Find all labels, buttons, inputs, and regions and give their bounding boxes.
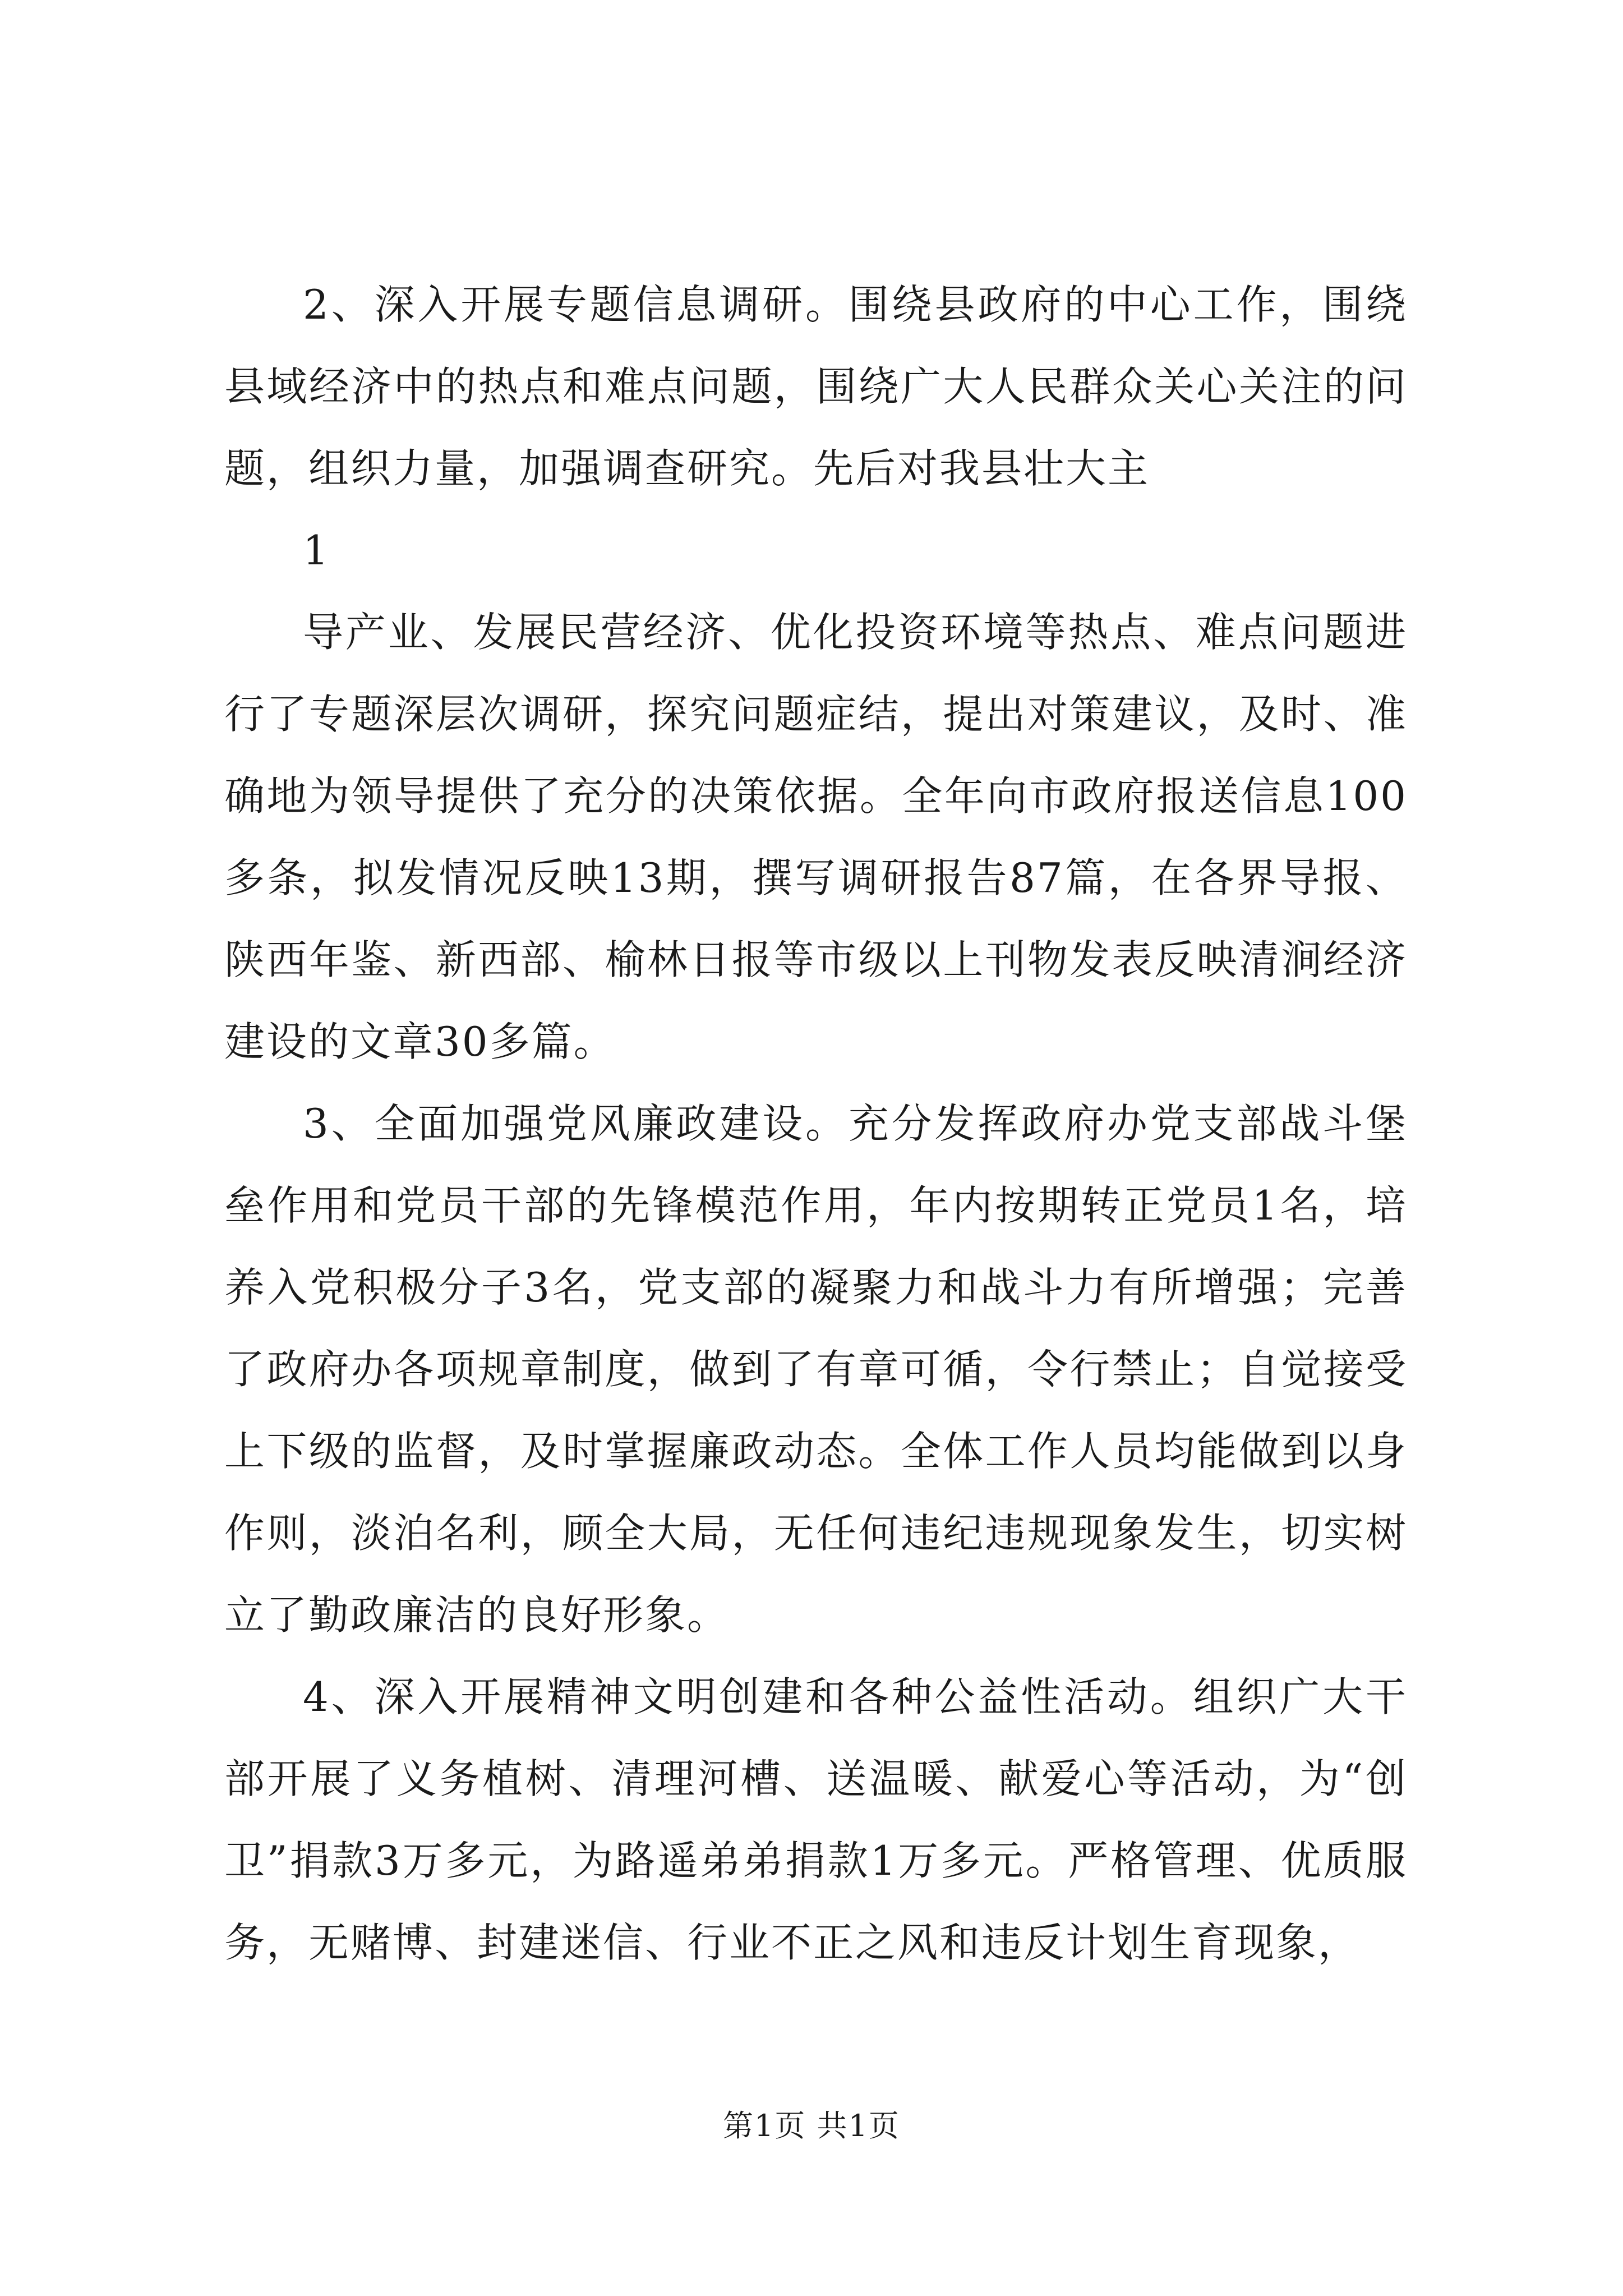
paragraph-research-results: 导产业、发展民营经济、优化投资环境等热点、难点问题进行了专题深层次调研，探究问题症结，提出对策建议，及时、准确地为领导提供了充分的决策依据。全年向市政府报送信息100多条，拟发情况反映13期，撰写调研报告87篇，在各界导报、陕西年鉴、新西部、榆林日报等市级以上刊物发表反映清涧经济建设的文章30多篇。 — [224, 609, 1408, 1065]
document-body — [224, 264, 1408, 1984]
inline-page-number: 1 — [303, 527, 329, 574]
paragraph-party-integrity: 3、全面加强党风廉政建设。充分发挥政府办党支部战斗堡垒作用和党员干部的先锋模范作用，年内按期转正党员1名，培养入党积极分子3名，党支部的凝聚力和战斗力有所增强；完善了政府办各项规章制度，做到了有章可循，令行禁止；自觉接受上下级的监督，及时掌握廉政动态。全体工作人员均能做到以身作则，淡泊名利，顾全大局，无任何违纪违规现象发生，切实树立了勤政廉洁的良好形象。 — [224, 1100, 1408, 1639]
paragraph-info-research: 2、深入开展专题信息调研。围绕县政府的中心工作，围绕县域经济中的热点和难点问题，围绕广大人民群众关心关注的问题，组织力量，加强调查研究。先后对我县壮大主 — [224, 281, 1408, 492]
page-footer: 第1页 共1页 — [723, 2108, 900, 2143]
paragraph-public-welfare: 4、深入开展精神文明创建和各种公益性活动。组织广大干部开展了义务植树、清理河槽、送温暖、献爱心等活动，为“创卫”捐款3万多元，为路遥弟弟捐款1万多元。严格管理、优质服务，无赌博、封建迷信、行业不正之风和违反计划生育现象， — [224, 1673, 1408, 1966]
